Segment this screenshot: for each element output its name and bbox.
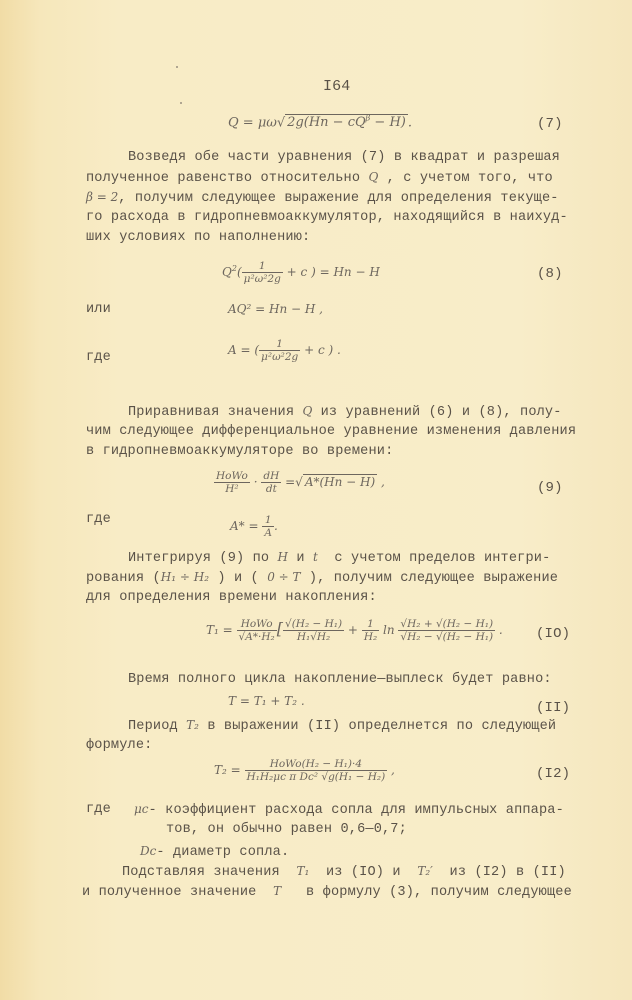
eq7-lhs: Q = μω: [228, 115, 277, 131]
equation-number-9: (9): [537, 480, 563, 496]
paragraph-line: Подставляя значения T₁ из (IO) и T₂′ из (I2) в (II): [122, 864, 566, 880]
label-where: где: [86, 350, 111, 365]
paragraph-line: для определения времени накопления:: [86, 590, 377, 605]
eq7-radical: $2g(Hп - cQ^\beta - H)$: [287, 114, 406, 131]
paragraph-line: тов, он обычно равен 0,6—0,7;: [166, 822, 407, 837]
equation-number-12: (I2): [536, 766, 571, 782]
equation-11: T = T₁ + T₂ .: [228, 694, 305, 708]
paragraph-line: Интегрируя (9) по H и t с учетом пределов интегри-: [128, 550, 551, 566]
paper-speck: [176, 66, 178, 68]
var-beta: β = 2: [86, 190, 119, 204]
definition-d-c: Dc- диаметр сопла.: [140, 844, 290, 860]
paper-speck: [180, 102, 182, 104]
equation-9: $\frac{\text{HoWo}}{\text{H²}}$ · $\frac{dH}{dt}$ =√ A*(Hп − H) ,: [216, 470, 385, 495]
paragraph-line: полученное равенство относительно Q , с учетом того, что: [86, 170, 553, 186]
paragraph-line: формуле:: [86, 738, 153, 753]
paragraph-line: рования (H₁ ÷ H₂ ) и ( 0 ÷ T ), получим следующее выражение: [86, 570, 559, 586]
label-where: где: [86, 802, 111, 817]
paragraph-line: Время полного цикла накопление—выплеск будет равно:: [128, 672, 552, 687]
paragraph-line: в гидропневмоаккумуляторе во времени:: [86, 444, 394, 459]
label-where: где: [86, 512, 111, 527]
paragraph-line: и полученное значение T в формулу (3), получим следующее: [82, 884, 572, 900]
equation-8b: AQ² = Hп − H ,: [228, 302, 323, 316]
paragraph-line: го расхода в гидропневмоаккумулятор, находящийся в наихуд-: [86, 210, 568, 225]
equation-number-7: (7): [537, 116, 563, 132]
equation-12: T₂ = $\frac{\text{HoWo(H₂ − H₁)·4}}{\text{H₁H₂μc π Dc² √g(H₁ − H₂)}}$ ,: [214, 758, 395, 783]
equation-a-star: A* = $\frac{1}{A}$ .: [230, 514, 278, 539]
equation-number-8: (8): [537, 266, 563, 282]
label-or: или: [86, 302, 111, 317]
page-number: I64: [323, 78, 351, 95]
paragraph-line: ших условиях по наполнению:: [86, 230, 311, 245]
equation-8: $Q^2$( $\frac{1}{\text{μ²ω²2g}}$ + c ) = Hп − H: [222, 260, 380, 285]
equation-10: T₁ = $\frac{\text{HoWo}}{\text{√A*·H₂}}$ [ $\frac{\text{√(H₂ − H₁)}}{\text{H₁√H₂}}$ + $\frac{1}{\text{H₂}}$ ln $\frac{\text{√H₂ + √(H₂ − H₁)}}{\text{√H₂ − √(H₂ − H₁)}}$ .: [206, 618, 503, 643]
paragraph-line: β = 2, получим следующее выражение для определения текуще-: [86, 190, 559, 206]
paragraph-line: чим следующее дифференциальное уравнение изменения давления: [86, 424, 577, 439]
paragraph-line: Приравнивая значения Q из уравнений (6) и (8), полу-: [128, 404, 562, 420]
var-q: Q: [368, 170, 379, 184]
paragraph-line: Период T₂ в выражении (II) определнется по следующей: [128, 718, 557, 734]
equation-number-11: (II): [536, 700, 571, 716]
equation-number-10: (IO): [536, 626, 571, 642]
paragraph-line: Возведя обе части уравнения (7) в квадрат и разрешая: [128, 150, 560, 165]
equation-7: Q = μω√ $2g(Hп - cQ^\beta - H)$ .: [228, 114, 412, 131]
definition-mu-c: μc- коэффициент расхода сопла для импульсных аппара-: [134, 802, 564, 818]
equation-a: A = ( $\frac{1}{\text{μ²ω²2g}}$ + c ) .: [228, 338, 341, 363]
